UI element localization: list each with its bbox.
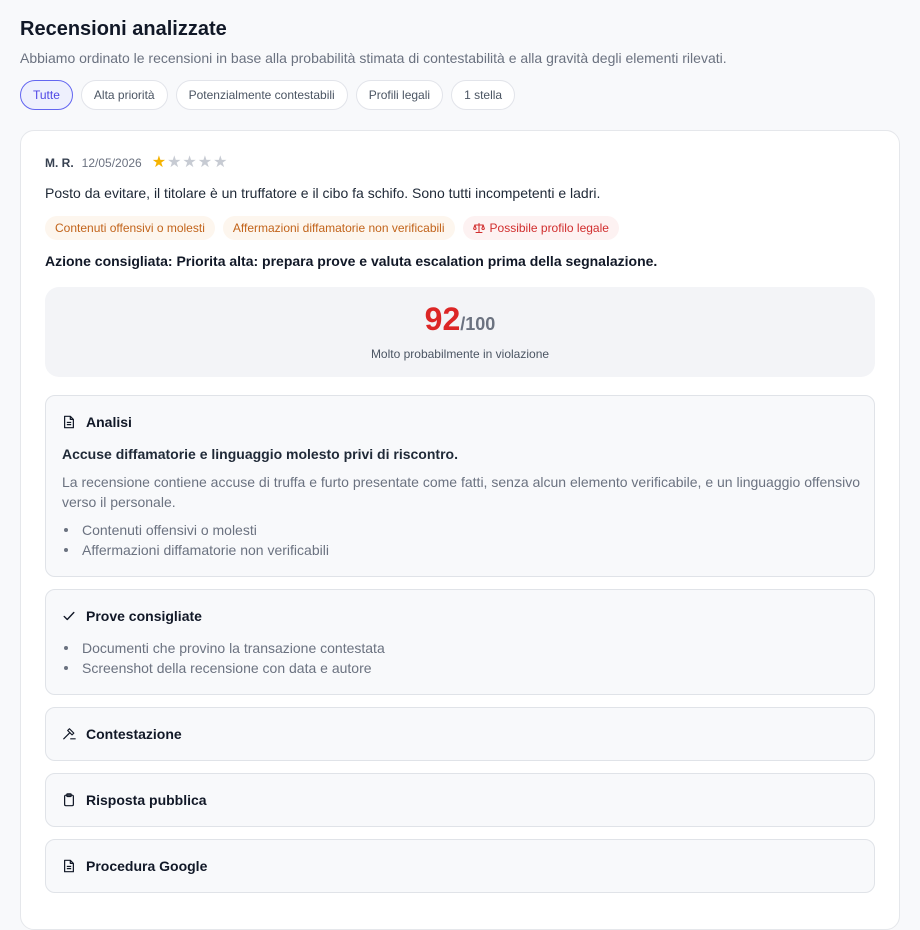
document-icon (62, 415, 76, 429)
check-icon (62, 609, 76, 623)
section-header (62, 858, 207, 874)
section-header (62, 608, 202, 624)
section-title: Prove consigliate (86, 608, 202, 624)
section-prove-consigliate[interactable] (45, 589, 875, 695)
score-label: Molto probabilmente in violazione (370, 347, 550, 361)
list-item: Documenti che provino la transazione contestata (62, 638, 385, 658)
section-title: Contestazione (86, 726, 182, 742)
clipboard-icon (62, 793, 76, 807)
star-rating (152, 155, 228, 171)
star-icon: ★ (182, 154, 197, 171)
review-author: M. R. (45, 156, 74, 170)
analysis-lead: Accuse diffamatorie e linguaggio molesto privi di riscontro. (62, 446, 458, 462)
score-max: /100 (460, 314, 496, 334)
star-icon: ★ (167, 154, 182, 171)
tag-defamatory (223, 216, 455, 240)
score-panel (45, 287, 875, 377)
tag-offensive (45, 216, 215, 240)
page-title: Recensioni analizzate (20, 18, 227, 40)
score-value: 92 (424, 301, 461, 337)
gavel-icon (62, 727, 76, 741)
section-header (62, 726, 182, 742)
review-card (20, 130, 900, 930)
tag-legal (463, 216, 619, 240)
star-icon: ★ (151, 154, 167, 171)
review-tags (45, 216, 619, 240)
recommended-action: Azione consigliata: Priorita alta: prepara prove e valuta escalation prima della segnalazione. (45, 253, 658, 269)
filter-tutte[interactable]: Tutte (20, 80, 73, 110)
review-text: Posto da evitare, il titolare è un truffatore e il cibo fa schifo. Sono tutti incompetenti e ladri. (45, 185, 601, 201)
section-analisi[interactable] (45, 395, 875, 577)
filter-1-stella[interactable]: 1 stella (451, 80, 515, 110)
analysis-description: La recensione contiene accuse di truffa e furto presentate come fatti, senza alcun elemento verificabile, e un linguaggio offensivo verso il personale. (62, 474, 860, 510)
list-item: Screenshot della recensione con data e autore (62, 658, 385, 678)
section-title: Analisi (86, 414, 132, 430)
section-title: Risposta pubblica (86, 792, 207, 808)
tag-label: Contenuti offensivi o molesti (55, 221, 205, 235)
star-icon: ★ (197, 154, 213, 171)
section-header (62, 792, 207, 808)
section-title: Procedura Google (86, 858, 208, 874)
tag-label: Affermazioni diffamatorie non verificabili (232, 221, 445, 235)
document-icon (62, 859, 76, 873)
filter-potenzialmente-contestabili[interactable]: Potenzialmente contestabili (176, 80, 348, 110)
filter-alta-priorita[interactable]: Alta priorità (81, 80, 168, 110)
scale-icon (473, 222, 485, 234)
section-procedura-google[interactable] (45, 839, 875, 893)
review-meta (45, 155, 227, 171)
tag-label: Possibile profilo legale (489, 221, 609, 235)
filter-bar (20, 80, 515, 110)
section-contestazione[interactable] (45, 707, 875, 761)
page-subtitle: Abbiamo ordinato le recensioni in base alla probabilità stimata di contestabilità e alla gravità degli elementi rilevati. (20, 50, 727, 66)
section-header (62, 414, 132, 430)
list-item: Affermazioni diffamatorie non verificabili (62, 540, 329, 560)
list-item: Contenuti offensivi o molesti (62, 520, 329, 540)
star-icon: ★ (213, 154, 228, 171)
filter-profili-legali[interactable]: Profili legali (356, 80, 443, 110)
review-date: 12/05/2026 (81, 156, 142, 170)
evidence-list (62, 638, 385, 678)
analysis-list (62, 520, 329, 560)
section-risposta-pubblica[interactable] (45, 773, 875, 827)
